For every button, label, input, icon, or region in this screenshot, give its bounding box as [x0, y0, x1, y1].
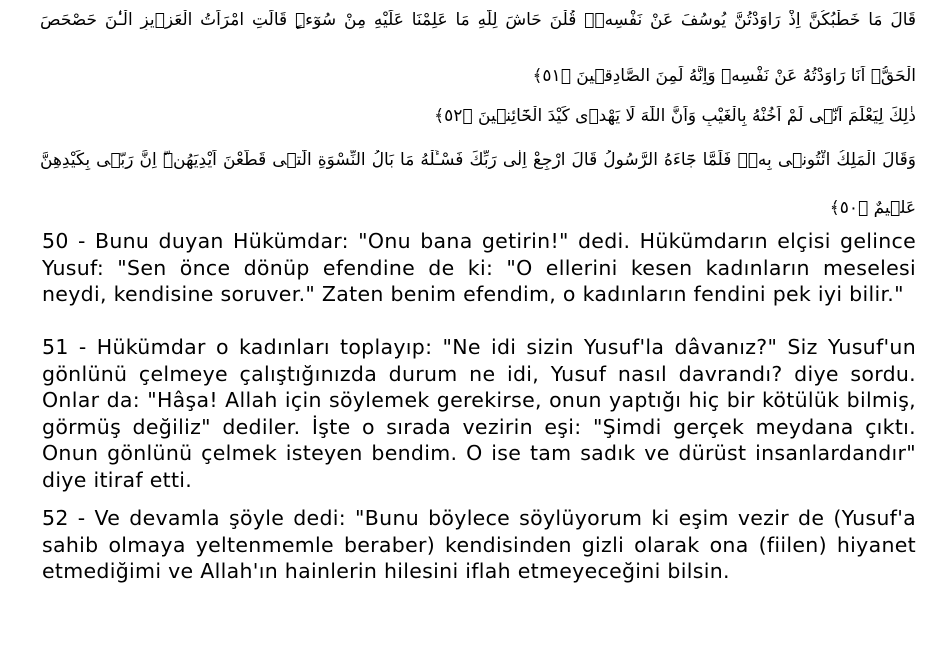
arabic-line-5: عَلٖيمٌ ﴿٥٠﴾ [829, 198, 916, 218]
arabic-line-3: ذٰلِكَ لِيَعْلَمَ اَنّٖى لَمْ اَخُنْهُ بِالْغَيْبِ وَاَنَّ اللّٰهَ لَا يَهْدٖى كَيْدَ الْخَٓائِنٖينَ ﴿٥٢﴾ [434, 106, 916, 126]
arabic-line-4: وَقَالَ الْمَلِكُ ائْتُونٖى بِهٖۚ فَلَمَّا جَٓاءَهُ الرَّسُولُ قَالَ ارْجِعْ اِلٰى رَبِّكَ فَسْـَٔلْهُ مَا بَالُ النِّسْوَةِ الّٰتٖى قَطَّعْنَ اَيْدِيَهُنَّۜ اِنَّ رَبّٖى بِكَيْدِهِنَّ [40, 150, 916, 170]
translation-verse-51: 51 - Hükümdar o kadınları toplayıp: "Ne idi sizin Yusuf'la dâvanız?" Siz Yusuf'un gönlünü çelmeye çalıştığınızda durum ne idi, Yusuf nasıl davrandı? diye sordu. Onlar da: "Hâşa! Allah için söylemek gerekirse, onun yaptığı hiç bir kötülük bilmiş, görmüş değiliz" dediler. İşte o sırada vezirin eşi: "Şimdi gerçek meydana çıktı. Onun gönlünü çelmek isteyen bendim. O ise tam sadık ve dürüst insanlardandır" diye itiraf etti. [42, 335, 916, 492]
translation-verse-52: 52 - Ve devamla şöyle dedi: "Bunu böylece söylüyorum ki eşim vezir de (Yusuf'a sahib olmaya yeltenmemle beraber) kendisinden gizli olarak ona (fiilen) hiyanet etmediğimi ve Allah'ın hainlerin hilesini iflah etmeyeceğini bilsin. [42, 506, 916, 583]
translation-verse-50: 50 - Bunu duyan Hükümdar: "Onu bana getirin!" dedi. Hükümdarın elçisi gelince Yusuf: "Sen önce dönüp efendine de ki: "O ellerini kesen kadınların meselesi neydi, kendisine soruver." Zaten benim efendim, o kadınların fendini pek iyi bilir." [42, 229, 916, 306]
arabic-line-1: قَالَ مَا خَطْبُكُنَّ اِذْ رَاوَدْتُنَّ يُوسُفَ عَنْ نَفْسِهٖۜ قُلْنَ حَاشَ لِلّٰهِ مَا عَلِمْنَا عَلَيْهِ مِنْ سُوٓءٍۜ قَالَتِ امْرَاَتُ الْعَزٖيزِ الْـٰٔنَ حَصْحَصَ [40, 10, 916, 30]
arabic-line-2: الْحَقُّۘ اَنَا رَاوَدْتُهُ عَنْ نَفْسِهٖ وَاِنَّهُ لَمِنَ الصَّادِقٖينَ ﴿٥١﴾ [532, 66, 916, 86]
